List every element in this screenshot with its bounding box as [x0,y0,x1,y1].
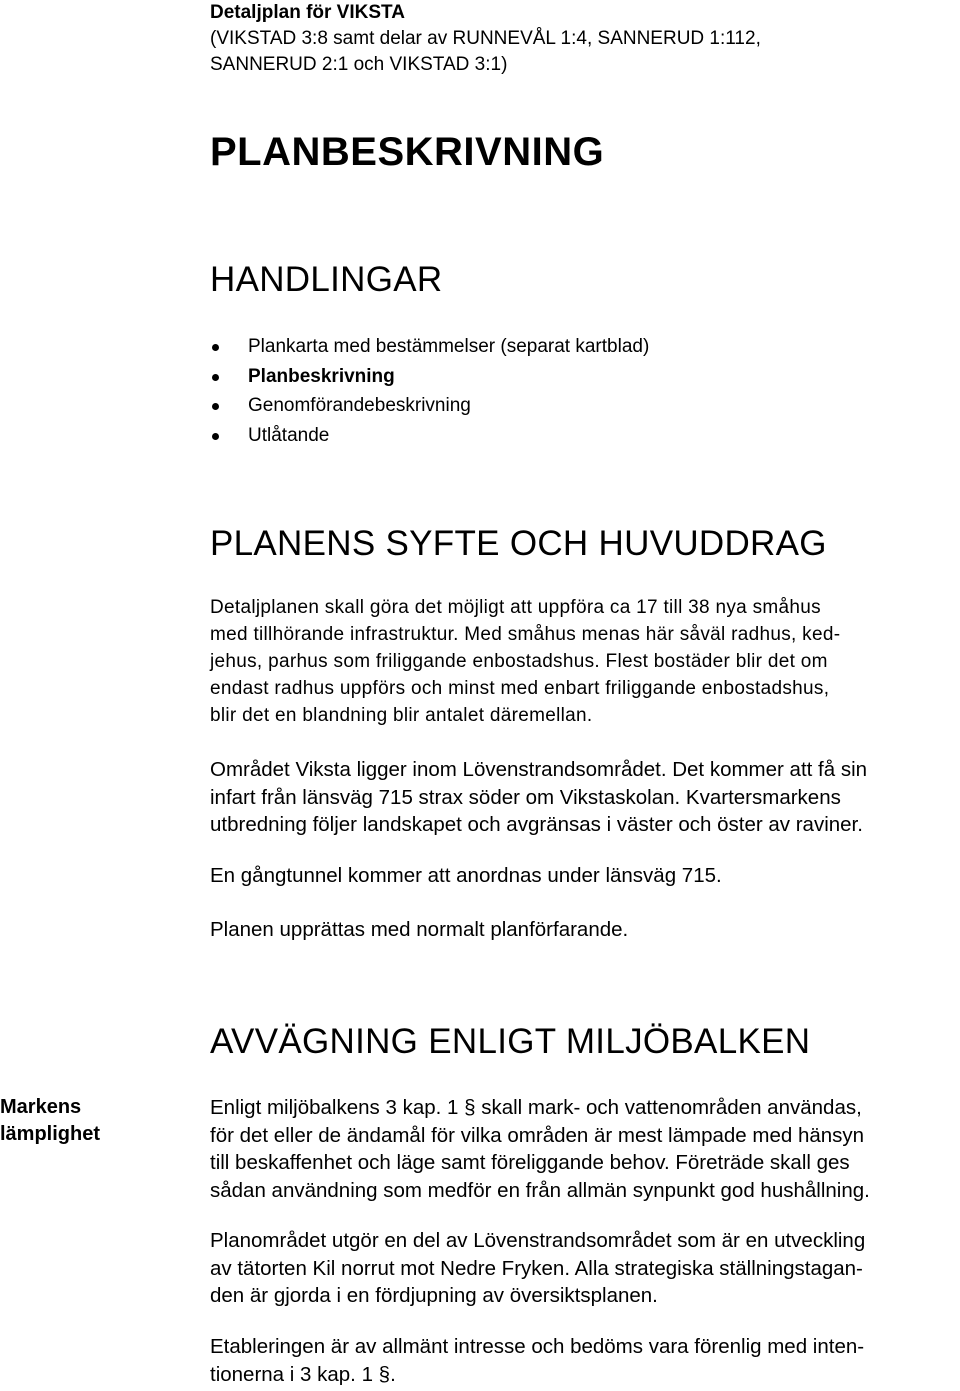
plan-subtitle-line-2: SANNERUD 2:1 och VIKSTAD 3:1) [210,54,508,75]
text-line: den är gjorda i en fördjupning av översiktsplanen. [210,1284,658,1307]
text-line: för det eller de ändamål för vilka områden är mest lämpade med hänsyn [210,1123,865,1147]
list-item-label: Genomförandebeskrivning [248,395,471,416]
syfte-paragraph-1 [210,594,960,729]
miljobalken-heading: AVVÄGNING ENLIGT MILJÖBALKEN [210,1022,811,1061]
syfte-paragraph-2 [210,756,960,839]
text-line: Detaljplanen skall göra det möjligt att uppföra ca 17 till 38 nya småhus [210,597,821,618]
list-item [210,421,649,451]
bullet-icon [212,433,219,440]
bullet-icon [212,374,219,381]
text-line: av tätorten Kil norrut mot Nedre Fryken. Alla strategiska ställningstagan- [210,1256,863,1280]
list-item-label: Planbeskrivning [248,365,395,387]
text-line: Planområdet utgör en del av Lövenstrandsområdet som är en utveckling [210,1229,866,1252]
text-line: Etableringen är av allmänt intresse och bedöms vara förenlig med inten- [210,1335,865,1358]
plan-subtitle-line-1: (VIKSTAD 3:8 samt delar av RUNNEVÅL 1:4, SANNERUD 1:112, [210,28,761,49]
text-line: infart från länsväg 715 strax söder om Vikstaskolan. Kvartersmarkens [210,785,841,809]
syfte-paragraph-3 [210,862,960,890]
text-line: utbredning följer landskapet och avgränsas i väster och öster av raviner. [210,813,863,836]
plan-title: Detaljplan för VIKSTA [210,2,405,23]
text-line: blir det en blandning blir antalet däremellan. [210,705,593,726]
document-title: PLANBESKRIVNING [210,130,605,174]
text-line: Enligt miljöbalkens 3 kap. 1 § skall mark- och vattenområden användas, [210,1096,862,1119]
text-line: En gångtunnel kommer att anordnas under länsväg 715. [210,864,722,887]
handlingar-heading: HANDLINGAR [210,260,443,299]
text-line: till beskaffenhet och läge samt föreliggande behov. Företräde skall ges [210,1151,850,1174]
miljobalken-paragraph-1 [210,1094,960,1204]
markens-lamplighet-label [0,1094,100,1148]
text-line: endast radhus uppförs och minst med enbart friliggande enbostadshus, [210,678,830,699]
text-line: Området Viksta ligger inom Lövenstrandsområdet. Det kommer att få sin [210,758,868,781]
text-line: med tillhörande infrastruktur. Med småhus menas här såväl radhus, ked- [210,624,841,645]
text-line: Planen upprättas med normalt planförfarande. [210,918,629,941]
handlingar-list [210,332,649,450]
miljobalken-paragraph-3 [210,1333,960,1388]
bullet-icon [212,344,219,351]
text-line: jehus, parhus som friliggande enbostadshus. Flest bostäder blir det om [210,651,828,672]
text-line: tionerna i 3 kap. 1 §. [210,1362,396,1386]
list-item [210,332,649,362]
list-item [210,391,649,421]
syfte-paragraph-4 [210,916,960,944]
syfte-heading: PLANENS SYFTE OCH HUVUDDRAG [210,524,827,563]
side-label-line: lämplighet [0,1123,101,1145]
miljobalken-paragraph-2 [210,1227,960,1310]
text-line: sådan användning som medför en från allmän synpunkt god hushållning. [210,1178,870,1202]
bullet-icon [212,403,219,410]
list-item-label: Utlåtande [248,424,330,446]
side-label-line: Markens [0,1096,82,1118]
list-item-label: Plankarta med bestämmelser (separat kartblad) [248,336,650,357]
list-item [210,362,649,392]
document-header [210,0,761,78]
